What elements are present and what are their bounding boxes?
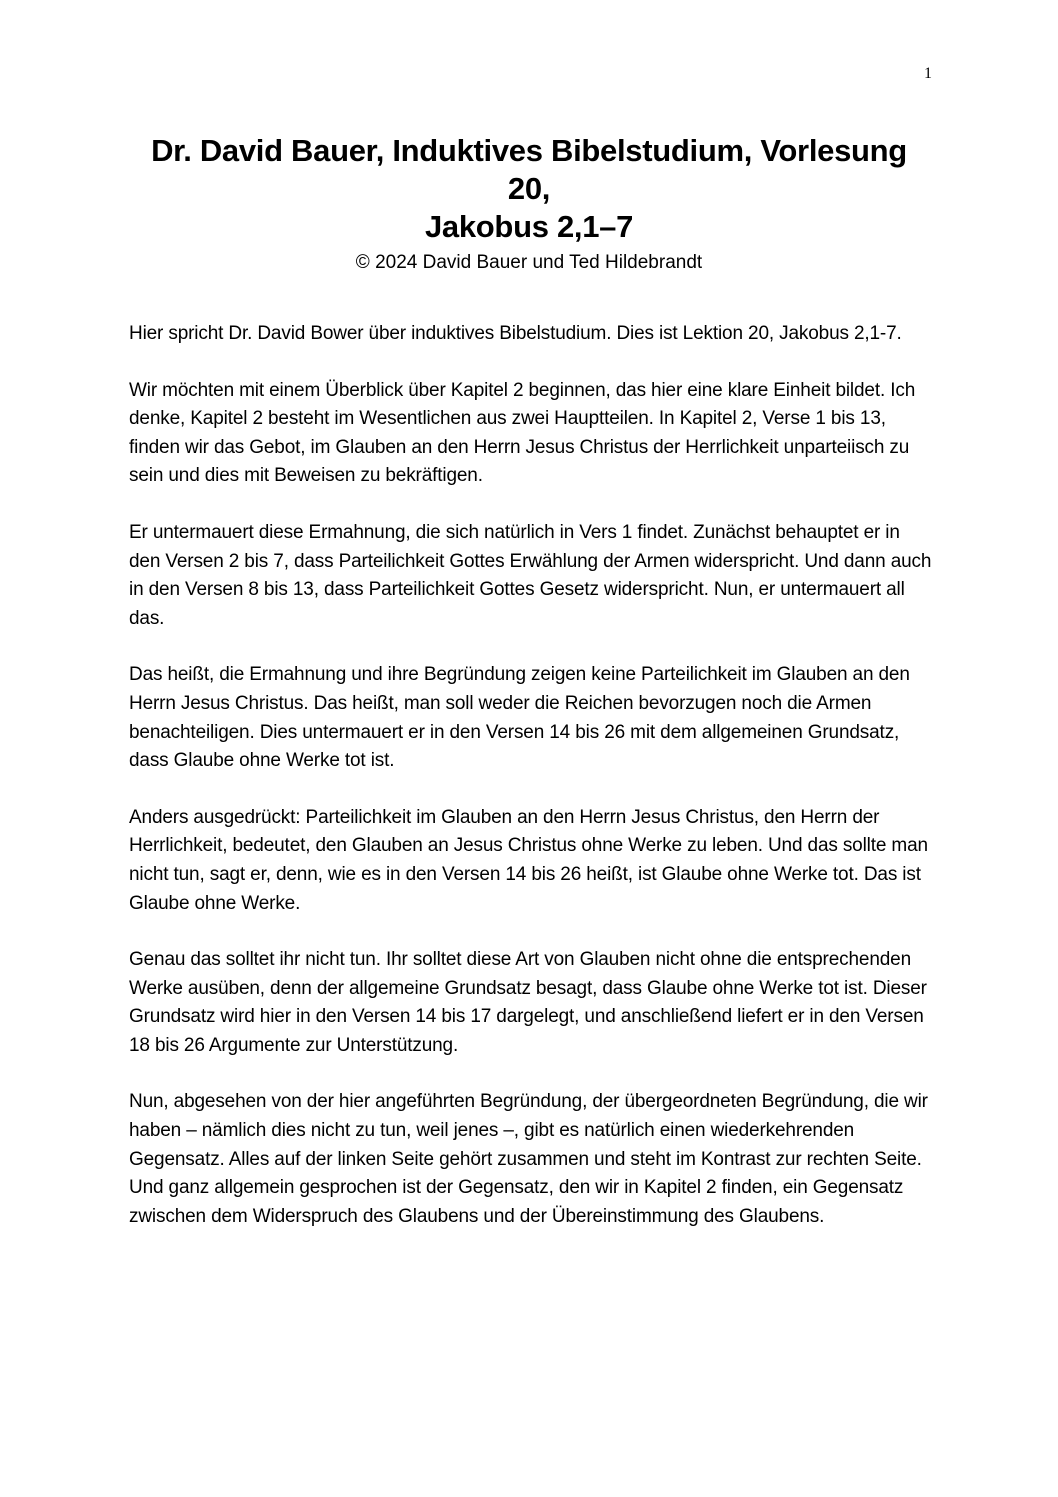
paragraph-1: Hier spricht Dr. David Bower über induktives Bibelstudium. Dies ist Lektion 20, Jakobus 2,1-7. (129, 323, 902, 344)
document-title-line-3: Jakobus 2,1–7 (424, 209, 634, 244)
paragraph-5: Anders ausgedrückt: Parteilichkeit im Glauben an den Herrn Jesus Christus, den Herrn der Herrlichkeit, bedeutet, den Glauben an Jesus Christus ohne Werke zu leben. Und das sollte man nicht tun, sagt er, denn, wie es in den Versen 14 bis 26 heißt, ist Glaube ohne Werke tot. Das ist Glaube ohne Werke. (129, 806, 928, 914)
paragraph-4: Das heißt, die Ermahnung und ihre Begründung zeigen keine Parteilichkeit im Glauben an den Herrn Jesus Christus. Das heißt, man soll weder die Reichen bevorzugen noch die Armen benachteiligen. Dies untermauert er in den Versen 14 bis 26 mit dem allgemeinen Grundsatz, dass Glaube ohne Werke tot ist. (129, 664, 910, 772)
page-number: 1 (924, 65, 932, 82)
paragraph-2: Wir möchten mit einem Überblick über Kapitel 2 beginnen, das hier eine klare Einheit bildet. Ich denke, Kapitel 2 besteht im Wesentlichen aus zwei Hauptteilen. In Kapitel 2, Verse 1 bis 13, finden wir das Gebot, im Glauben an den Herrn Jesus Christus der Herrlichkeit unparteiisch zu sein und dies mit Beweisen zu bekräftigen. (129, 379, 916, 487)
document-title-line-1: Dr. David Bauer, Induktives Bibelstudium, Vorlesung (151, 133, 907, 168)
paragraph-6: Genau das solltet ihr nicht tun. Ihr solltet diese Art von Glauben nicht ohne die entsprechenden Werke ausüben, denn der allgemeine Grundsatz besagt, dass Glaube ohne Werke tot ist. Dieser Grundsatz wird hier in den Versen 14 bis 17 dargelegt, und anschließend liefert er in den Versen 18 bis 26 Argumente zur Unterstützung. (129, 949, 927, 1056)
document-body (129, 320, 934, 1259)
paragraph-3: Er untermauert diese Ermahnung, die sich natürlich in Vers 1 findet. Zunächst behauptet er in den Versen 2 bis 7, dass Parteilichkeit Gottes Erwählung der Armen widerspricht. Und dann auch in den Versen 8 bis 13, dass Parteilichkeit Gottes Gesetz widerspricht. Nun, er untermauert all das. (129, 521, 932, 629)
title-block (128, 132, 930, 276)
document-title-line-2: 20, (507, 171, 551, 206)
copyright-notice: © 2024 David Bauer und Ted Hildebrandt (355, 252, 703, 273)
paragraph-7: Nun, abgesehen von der hier angeführten Begründung, der übergeordneten Begründung, die wir haben – nämlich dies nicht zu tun, weil jenes –, gibt es natürlich einen wiederkehrenden Gegensatz. Alles auf der linken Seite gehört zusammen und steht im Kontrast zur rechten Seite. Und ganz allgemein gesprochen ist der Gegensatz, den wir in Kapitel 2 finden, ein Gegensatz zwischen dem Widerspruch des Glaubens und der Übereinstimmung des Glaubens. (129, 1091, 928, 1227)
